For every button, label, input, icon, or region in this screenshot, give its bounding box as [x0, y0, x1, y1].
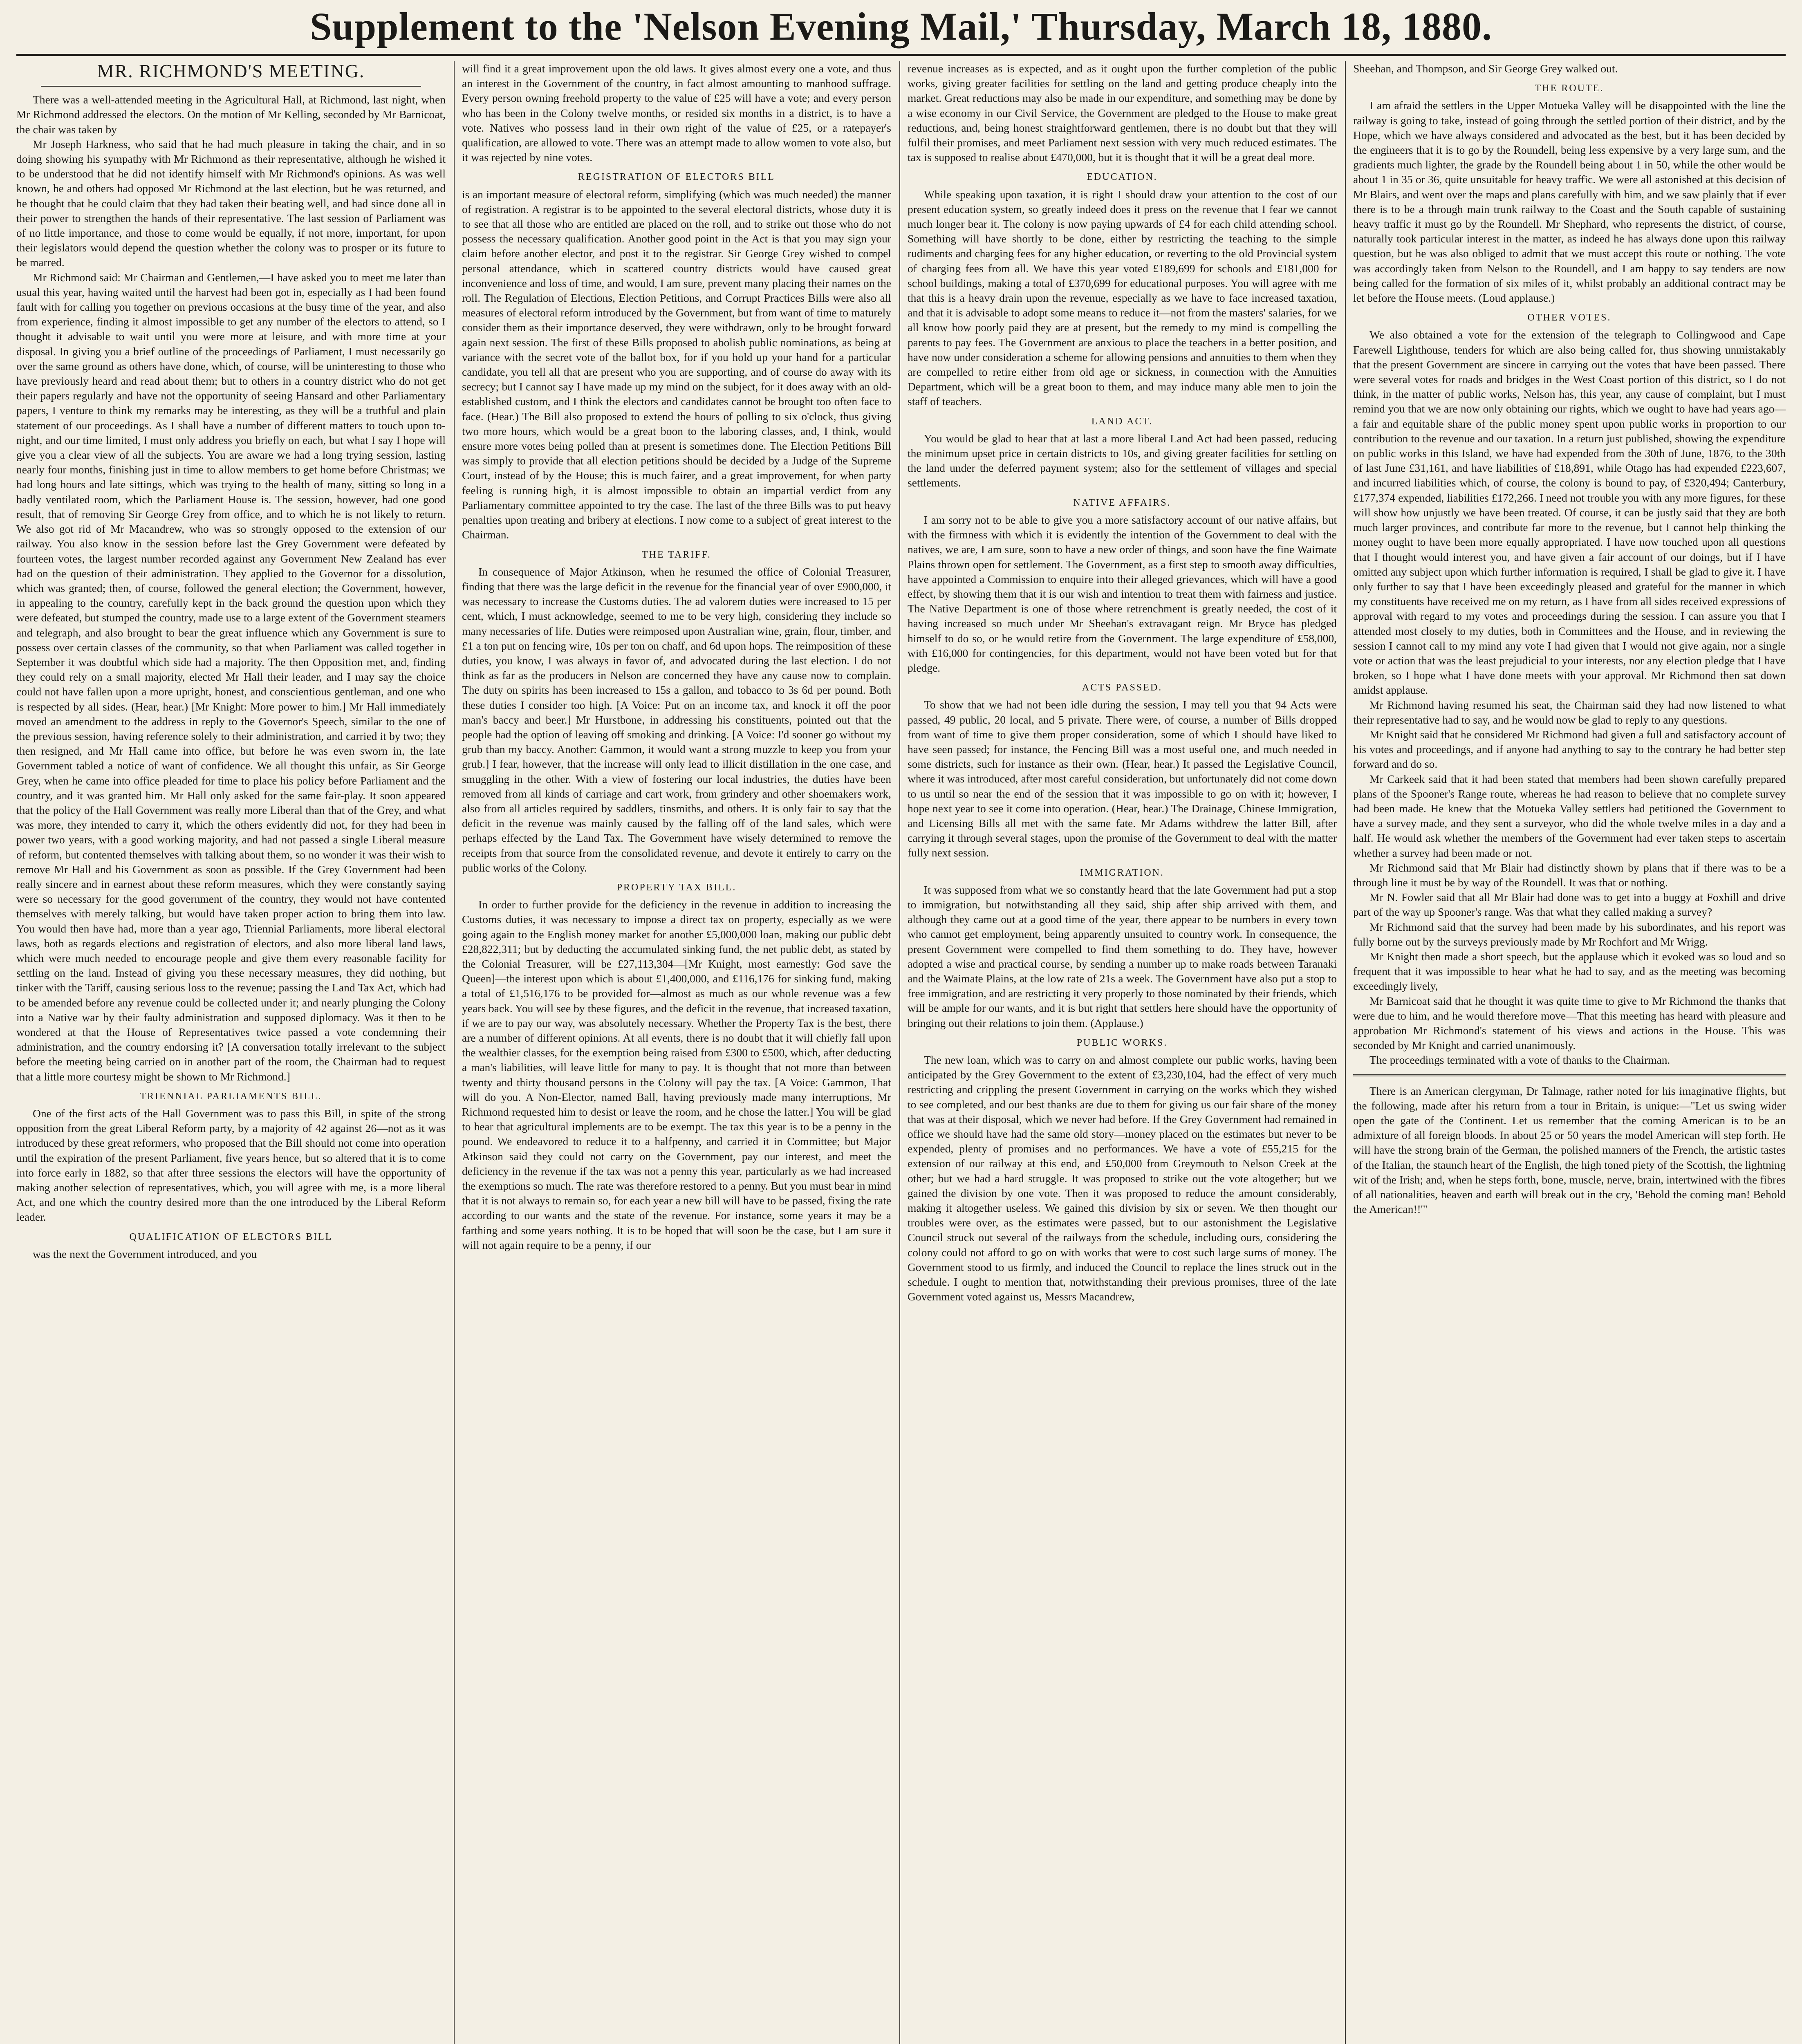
- article-paragraph: will find it a great improvement upon the old laws. It gives almost every one a vote, and thus an interest in the Government of the country, in fact almost amounting to manhood suffrage. Every person owning freehold property to the value of £25 will have a vote; and every person who has been in the Colony twelve months, or resided six months in a district, is to have a vote. Natives who possess land in their own right of the value of £25, or a ratepayer's qualification, are allowed to vote. There was an attempt made to allow women to vote also, but it was rejected by nine votes.: [462, 62, 891, 164]
- article-paragraph: Mr Richmond said that Mr Blair had distinctly shown by plans that if there was to be a through line it must be by way of the Roundell. It was that or nothing.: [1353, 861, 1786, 889]
- filler-paragraph: There is an American clergyman, Dr Talmage, rather noted for his imaginative flights, but the following, made after his return from a tour in Britain, is unique:—"Let us swing wider open the gate of the Continent. Let us remember that the coming American is to be an admixture of all foreign bloods. In about 25 or 50 years the model American will step forth. He will have the strong brain of the German, the polished manners of the French, the artistic tastes of the Italian, the staunch heart of the English, the high toned piety of the Scottish, the lightning wit of the Irish; and, when he steps forth, bone, muscle, nerve, brain, intertwined with the fibres of all nationalities, heaven and earth will break out in the cry, 'Behold the coming man! Behold the American!!'": [1353, 1084, 1786, 1216]
- section-heading-route: THE ROUTE.: [1535, 83, 1604, 94]
- article-paragraph: Mr Richmond having resumed his seat, the Chairman said they had now listened to what their representative had to say, and he would now be glad to reply to any questions.: [1353, 698, 1786, 726]
- article-paragraph: The new loan, which was to carry on and almost complete our public works, having been anticipated by the Grey Government to the extent of £3,230,104, had the effect of very much restricting and crippling the present Government in carrying on the works which they wished to see completed, and our best thanks are due to them for giving us our fair share of the money that was at their disposal, which we never had before. If the Grey Government had remained in office we should have had the same old story—money placed on the estimates but never to be expended, plenty of promises and no performances. We have a vote of £55,215 for the extension of our railway at this end, and £50,000 from Greymouth to Nelson Creek at the other; but we had a hard struggle. It was proposed to strike out the vote altogether; but we gained the division by one vote. Then it was proposed to reduce the amount considerably, making it altogether useless. We gained this division by six or seven. We then thought our troubles were over, as the estimates were passed, but to our astonishment the Legislative Council struck out several of the railways from the schedule, including ours, considering the colony could not afford to go on with works that were to cost such large sums of money. The Government stood to us firmly, and induced the Council to replace the lines struck out in the schedule. I ought to mention that, notwithstanding their previous promises, three of the late Government voted against us, Messrs Macandrew,: [908, 1053, 1337, 1303]
- article-paragraph: Mr Richmond said that the survey had been made by his subordinates, and his report was fully borne out by the surveys previously made by Mr Rochfort and Mr Wrigg.: [1353, 920, 1786, 948]
- section-heading-registration: REGISTRATION OF ELECTORS BILL: [578, 172, 775, 183]
- column-4: [1353, 61, 1786, 2044]
- section-heading-public-works: PUBLIC WORKS.: [1076, 1037, 1168, 1048]
- article-end-rule: [1353, 1074, 1786, 1076]
- article-paragraph: was the next the Government introduced, and you: [33, 1247, 257, 1260]
- article-paragraph: To show that we had not been idle during the session, I may tell you that 94 Acts were passed, 49 public, 20 local, and 5 private. There were, of course, a number of Bills dropped from want of time to give them proper consideration, some of which I should have liked to have seen passed; for instance, the Fencing Bill was a most useful one, and much needed in some districts, such for instance as their own. (Hear, hear.) It passed the Legislative Council, where it was introduced, after most careful consideration, but unfortunately did not come down to us until so near the end of the session that it was impossible to go on with it; however, I hope next year to see it come into operation. (Hear, hear.) The Drainage, Chinese Immigration, and Licensing Bills all met with the same fate. Mr Adams withdrew the latter Bill, after carrying it through several stages, upon the promise of the Government to deal with the matter fully next session.: [908, 698, 1337, 859]
- masthead: [0, 0, 1802, 52]
- section-heading-triennial: TRIENNIAL PARLIAMENTS BILL.: [140, 1091, 322, 1102]
- article-paragraph: You would be glad to hear that at last a more liberal Land Act had been passed, reducing the minimum upset price in certain districts to 10s, and giving greater facilities for settling on the land under the deferred payment system; also for the settlement of villages and special settlements.: [908, 432, 1337, 489]
- article-title: MR. RICHMOND'S MEETING.: [97, 61, 365, 81]
- article-paragraph: Mr Joseph Harkness, who said that he had much pleasure in taking the chair, and in so doing showing his sympathy with Mr Richmond as their representative, although he wished it to be understood that he did not identify himself with Mr Richmond's opinions. As was well known, he and others had opposed Mr Richmond at the last election, but he was returned, and he thought that he could claim that they had taken their beating well, and had since done all in their power to strengthen the hands of their representative. The last session of Parliament was of no little importance, and those to come would be equally, if not more, important, for upon their legislators would depend the question whether the colony was to prosper or its future to be marred.: [16, 137, 446, 269]
- article-paragraph: In consequence of Major Atkinson, when he resumed the office of Colonial Treasurer, finding that there was the large deficit in the revenue for the financial year of over £900,000, it was necessary to increase the Customs duties. The ad valorem duties were increased to 15 per cent, which, I must acknowledge, seemed to me to be very high, considering they include so many necessaries of life. Duties were reimposed upon Australian wine, grain, flour, timber, and £1 a ton put on fencing wire, 10s per ton on chaff, and 6d upon hops. The reimposition of these duties, you know, I was always in favor of, and advocated during the last election. I do not think as far as the producers in Nelson are concerned they have any cause now to complain. The duty on spirits has been increased to 15s a gallon, and tobacco to 3s 6d per pound. Both these duties I consider too high. [A Voice: Put on an income tax, and knock it off the poor man's baccy and beer.] Mr Hurstbone, in addressing his constituents, pointed out that the people had the option of leaving off smoking and drinking. [A Voice: I'd sooner go without my grub than my baccy. Another: Gammon, it would want a strong muzzle to keep you from your grub.] I fear, however, that the increase will only lead to illicit distillation in the one case, and smuggling in the other. With a view of fostering our local industries, the duties have been removed from all kinds of carriage and cart work, from grindery and other shoemakers work, also from all articles required by saddlers, tinsmiths, and others. It is only fair to say that the deficit in the revenue was mainly caused by the falling off of the land sales, which were perhaps effected by the Land Tax. The Government have wisely determined to remove the receipts from that source from the consolidated revenue, and devote it entirely to carry on the public works of the Colony.: [462, 565, 891, 874]
- article-paragraph: One of the first acts of the Hall Government was to pass this Bill, in spite of the strong opposition from the great Liberal Reform party, by a majority of 42 against 26—not as it was introduced by these great reformers, who proposed that the Bill should not come into operation until the expiration of the present Parliament, five years hence, but so altered that it is to come into force early in 1882, so that after three sessions the electors will have the opportunity of making another selection of representatives, which, you will agree with me, is a more liberal Act, and one which the country desired more than the one introduced by the Liberal Reform leader.: [16, 1107, 446, 1224]
- section-heading-tariff: THE TARIFF.: [641, 549, 712, 560]
- title-rule: [41, 86, 421, 87]
- article-paragraph: There was a well-attended meeting in the Agricultural Hall, at Richmond, last night, when Mr Richmond addressed the electors. On the motion of Mr Kelling, seconded by Mr Barnicoat, the chair was taken by: [16, 93, 446, 136]
- article-paragraph: revenue increases as is expected, and as it ought upon the further completion of the public works, giving greater facilities for settling on the land and getting produce cheaply into the market. Great reductions may also be made in our expenditure, and something may be done by a wise economy in our Civil Service, the Government are pledged to the House to make great reductions, and, being honest straightforward gentlemen, there is no doubt but that they will fulfil their promises, and meet Parliament next session with very much reduced estimates. The tax is supposed to realise about £470,000, but it is thought that it will be a great deal more.: [908, 62, 1337, 164]
- column-divider: [899, 61, 900, 2044]
- section-heading-acts-passed: ACTS PASSED.: [1082, 682, 1163, 693]
- column-1: [16, 61, 446, 2044]
- article-paragraph: It was supposed from what we so constantly heard that the late Government had put a stop to immigration, but notwithstanding all they said, ship after ship arrived with them, and although they came out at a good time of the year, there appear to be numbers in every town who cannot get employment, being apparently unsuited to country work. In consequence, the present Government were compelled to find them something to do. They have, however adopted a wise and practical course, by sending a number up to make roads between Taranaki and the Waimate Plains, at the low rate of 21s a week. The Government have also put a stop to free immigration, and are restricting it very properly to those nominated by their friends, which will be ample for our wants, and it is but right that settlers here should have the opportunity of bringing out their relations to join them. (Applause.): [908, 883, 1337, 1029]
- article-paragraph: Mr Carkeek said that it had been stated that members had been shown carefully prepared plans of the Spooner's Range route, whereas he had reason to believe that no complete survey had been made. He knew that the Motueka Valley settlers had petitioned the Government to have a survey made, and they sent a surveyor, who did the whole twelve miles in a day and a half. He would ask whether the members of the Government had ever taken steps to ascertain whether a survey had been made or not.: [1353, 772, 1786, 859]
- section-heading-other-votes: OTHER VOTES.: [1527, 312, 1611, 323]
- section-heading-education: EDUCATION.: [1087, 172, 1158, 183]
- article-paragraph: We also obtained a vote for the extension of the telegraph to Collingwood and Cape Farewell Lighthouse, tenders for which are also being called for, thus showing unmistakably that the present Government are sincere in carrying out the votes that have been passed. There were several votes for roads and bridges in the West Coast portion of this district, so I do not think, in the matter of public works, Nelson has, this year, any cause of complaint, but I must remind you that we are now only obtaining our rights, which we ought to have had years ago—a fair and equitable share of the public money spent upon public works in proportion to our contribution to the revenue and our taxation. In a return just published, showing the expenditure on public works in this Island, we have had expended from the 30th of June, 1876, to the 30th of last June £31,161, and have liabilities of £18,891, while Otago has had expended £223,607, and incurred liabilities which, of course, the colony is bound to pay, of £320,494; Canterbury, £177,374 expended, liabilities £172,266. I need not trouble you with any more figures, for these will show how unjustly we have been treated. Of course, it can be justly said that they are both much larger provinces, and contribute far more to the revenue, but I cannot help thinking the money ought to have been more equally appropriated. I have now touched upon all questions that I thought would interest you, and have given a fair account of our doings, but if I have omitted any subject upon which further information is required, I shall be glad to give it. I have only further to say that I have been exceedingly pleased and grateful for the manner in which my constituents have received me on my return, as I have from all sides received expressions of approval with regard to my votes and proceedings during the session. I can assure you that I attended most closely to my duties, both in Committees and the House, and in reviewing the session I cannot call to my mind any vote I had given that I would not give again, nor a single vote or action that was the least prejudicial to your interests, nor any election pledge that I have broken, so I hope what I have done meets with your approval. Mr Richmond then sat down amidst applause.: [1353, 328, 1786, 697]
- article-paragraph: Mr Richmond said: Mr Chairman and Gentlemen,—I have asked you to meet me later than usual this year, having waited until the harvest had been got in, especially as I had been found fault with for calling you together on previous occasions at the busy time of the year, and also from experience, finding it almost impossible to get any number of the electors to attend, so I thought it advisable to wait until you were more at leisure, and with more time at your disposal. In giving you a brief outline of the proceedings of Parliament, I must necessarily go over the same ground as others have done, which, of course, will be uninteresting to those who have previously heard and read about them; but to others in a country district who do not get their papers regularly and have not the opportunity of seeing Hansard and other Parliamentary papers, I venture to think my remarks may be interesting, as they will be a truthful and plain statement of our proceedings. As I shall have a number of different matters to touch upon to-night, and our time limited, I must only address you briefly on each, but what I say I hope will give you a clear view of all the subjects. You are aware we had a long trying session, lasting nearly four months, finishing just in time to allow members to get home before Christmas; we had long hours and late sittings, which was trying to the health of many, sitting so long in a badly ventilated room, which the Parliament House is. The session, however, had one good result, that of removing Sir George Grey from office, and to which he is not likely to return. We also got rid of Mr Macandrew, who was so strongly opposed to the extension of our railway. You also know in the session before last the Grey Government were defeated by fourteen votes, the largest number recorded against any Government New Zealand has ever had on the question of their administration. They applied to the Governor for a dissolution, which was granted; then, of course, followed the general election; the Government, however, in appealing to the country, carefully kept in the back ground the question upon which they were defeated, but stumped the country, made use to a large extent of the Government steamers and telegraph, and also brought to bear the great influence which any Government is sure to possess over certain classes of the community, so that when Parliament was called together in September it was doubtful which side had a majority. The then Opposition met, and, finding they could rely on a small majority, elected Mr Hall their leader, and I may say the choice could not have fallen upon a more upright, honest, and conscientious gentleman, and one who is respected by all sides. (Hear, hear.) [Mr Knight: More power to him.] Mr Hall immediately moved an amendment to the address in reply to the Governor's Speech, similar to the one of the previous session, having reference solely to their administration, and carried it by two; they then resigned, and Mr Hall came into office, but before he was even sworn in, the late Government tabled a notice of want of confidence. We all thought this unfair, as Sir George Grey, when he came into office pleaded for time to place his policy before Parliament and the country, and it was granted him. Mr Hall only asked for the same fair-play. It soon appeared that the policy of the Hall Government was really more Liberal than that of the Grey, and what was more, they intended to carry it, which the others evidently did not, for they had been in power two years, with a good working majority, and had not passed a single Liberal measure of reform, but contented themselves with talking about them, so no wonder it was their wish to remove Mr Hall and his Government as soon as possible. If the Grey Government had been really sincere and in earnest about these reform measures, which they were constantly saying were so necessary for the good government of the country, they would not have contented themselves with merely talking, but would have taken proper action to bring them into law. You would then have had, more than a year ago, Triennial Parliaments, more liberal electoral laws, both as regards elections and registration of electors, and also more liberal land laws, which were much needed to encourage people and give them every reasonable facility for settling on the land. Instead of giving you these necessary measures, they did nothing, but tinker with the Tariff, causing serious loss to the revenue; passing the Land Tax Act, which had to be amended before any revenue could be collected under it; and nearly plunging the Colony into a Native war by their faulty administration and supposed diplomacy. Was it then to be wondered at that the House of Representatives twice passed a vote condemning their administration, and the country endorsing it? [A conversation totally irrelevant to the subject before the meeting being carried on in another part of the room, the Chairman had to request that a little more courtesy might be shown to Mr Richmond.]: [16, 271, 446, 1083]
- article-paragraph: The proceedings terminated with a vote of thanks to the Chairman.: [1369, 1053, 1670, 1067]
- column-divider: [454, 61, 455, 2044]
- article-paragraph: Mr Knight said that he considered Mr Richmond had given a full and satisfactory account of his votes and proceedings, and if anyone had anything to say to the contrary he had better step forward and do so.: [1353, 728, 1786, 771]
- article-paragraph: Mr Barnicoat said that he thought it was quite time to give to Mr Richmond the thanks that were due to him, and he would therefore move—That this meeting has heard with pleasure and approbation Mr Richmond's statement of his views and actions in the House. This was seconded by Mr Knight and carried unanimously.: [1353, 994, 1786, 1052]
- section-heading-property-tax: PROPERTY TAX BILL.: [616, 882, 737, 893]
- article-paragraph: Sheehan, and Thompson, and Sir George Grey walked out.: [1353, 62, 1618, 75]
- section-heading-immigration: IMMIGRATION.: [1080, 867, 1164, 878]
- section-heading-native-affairs: NATIVE AFFAIRS.: [1073, 497, 1171, 508]
- column-3: [908, 61, 1337, 2044]
- article-paragraph: While speaking upon taxation, it is right I should draw your attention to the cost of our present education system, so greatly indeed does it press on the revenue that I fear we cannot much longer bear it. The colony is now paying upwards of £4 for each child attending school. Something will have shortly to be done, either by restricting the teaching to the simple rudiments and charging fees for any higher education, or reverting to the old Provincial system of charging fees from all. We have this year voted £189,699 for schools and £181,000 for school buildings, making a total of £370,699 for educational purposes. You will agree with me that this is a heavy drain upon the revenue, especially as we have to face increased taxation, and that it is advisable to adopt some means to reduce it—not from the masters' salaries, for we all know how poorly paid they are at present, but the remedy to my mind is compelling the parents to pay fees. The Government are anxious to place the teachers in a better position, and have now under consideration a scheme for allowing pensions and annuities to them when they are compelled to retire either from old age or sickness, in connection with the Annuities Department, which will be a great boon to them, and may induce many able men to join the staff of teachers.: [908, 188, 1337, 408]
- section-heading-qualification: QUALIFICATION OF ELECTORS BILL: [129, 1231, 333, 1242]
- article-paragraph: I am afraid the settlers in the Upper Motueka Valley will be disappointed with the line the railway is going to take, instead of going through the settled portion of their district, and by the Hope, which we have always considered and advocated as the best, but it has been decided by the engineers that it is to go by the Roundell, being less expensive by a very large sum, and the gradients much lighter, the grade by the Roundell being about 1 in 50, while the other would be about 1 in 35 or 36, quite unsuitable for heavy traffic. We were all astonished at this decision of Mr Blairs, and went over the maps and plans carefully with him, and we saw plainly that if ever there is to be a through main trunk railway to the Coast and the South capable of sustaining heavy traffic it must go by the Roundell. Mr Shephard, who represents the district, of course, naturally took particular interest in the matter, as indeed he has always done upon this railway question, but he was also obliged to admit that we must accept this route or nothing. The vote was accordingly taken from Nelson to the Roundell, and I am happy to say tenders are now being called for the formation of six miles of it, whilst probably an additional contract may be let before the House meets. (Loud applause.): [1353, 99, 1786, 305]
- column-2: [462, 61, 891, 2044]
- article-paragraph: is an important measure of electoral reform, simplifying (which was much needed) the manner of registration. A registrar is to be appointed to the several electoral districts, whose duty it is to see that all those who are entitled are placed on the roll, and to strike out those who do not possess the necessary qualification. Another good point in the Act is that you may sign your claim before another elector, and post it to the registrar. Sir George Grey wished to compel personal attendance, which in scattered country districts would have caused great inconvenience and loss of time, and would, I am sure, prevent many placing their names on the roll. The Regulation of Elections, Election Petitions, and Corrupt Practices Bills were also all measures of electoral reform introduced by the Government, but from want of time to maturely consider them as their importance deserved, they were withdrawn, only to be brought forward again next session. The first of these Bills proposed to abolish public nominations, as being at variance with the secret vote of the ballot box, for if you hold up your hand for a particular candidate, you tell all that are present who you are supporting, and of course do away with its secrecy; but I cannot say I have made up my mind on the subject, for it does away with an old-established custom, and I think the electors and candidates cannot be brought too often face to face. (Hear.) The Bill also proposed to extend the hours of polling to six o'clock, thus giving two more hours, which would be a great boon to the laboring classes, and, I think, would ensure more votes being polled than at present is sometimes done. The Election Petitions Bill was simply to provide that all election petitions should be decided by a Judge of the Supreme Court, instead of by the House; this is much fairer, and a great improvement, for when party feeling is running high, it is almost impossible to obtain an impartial verdict from any Parliamentary committee appointed to try the case. The last of the three Bills was to put heavy penalties upon treating and bribery at elections. I now come to a subject of great interest to the Chairman.: [462, 188, 891, 541]
- article-paragraph: Mr N. Fowler said that all Mr Blair had done was to get into a buggy at Foxhill and drive part of the way up Spooner's range. Was that what they called making a survey?: [1353, 891, 1786, 919]
- article-paragraph: I am sorry not to be able to give you a more satisfactory account of our native affairs, but with the firmness with which it is evidently the intention of the Government to deal with the natives, we are, I am sure, soon to have a new order of things, and soon have the fine Waimate Plains thrown open for settlement. The Government, as a first step to smooth away difficulties, have appointed a Commission to enquire into their alleged grievances, which will have a good effect, by showing them that it is our wish and intention to treat them with fairness and justice. The Native Department is one of those where retrenchment is greatly needed, the cost of it having increased so much under Mr Sheehan's extravagant reign. Mr Bryce has pledged himself to do so, or he would retire from the Government. The large expenditure of £58,000, with £16,000 for contingencies, for this department, would not have been voted but for that pledge.: [908, 513, 1337, 674]
- article-paragraph: Mr Knight then made a short speech, but the applause which it evoked was so loud and so frequent that it was impossible to hear what he had to say, and as the meeting was becoming exceedingly lively,: [1353, 950, 1786, 993]
- article-paragraph: In order to further provide for the deficiency in the revenue in addition to increasing the Customs duties, it was necessary to impose a direct tax on property, especially as we were going again to the English money market for another £5,000,000 loan, making our public debt £28,822,311; but by deducting the accumulated sinking fund, the net public debt, as stated by the Colonial Treasurer, will be £27,113,304—[Mr Knight, most earnestly: God save the Queen]—the interest upon which is about £1,400,000, and £116,176 for sinking fund, making a total of £1,516,176 to be provided for—almost as much as our whole revenue was a few years back. You will see by these figures, and the deficit in the revenue, that increased taxation, if we are to pay our way, was absolutely necessary. Whether the Property Tax is the best, there are a number of different opinions. At all events, there is no doubt that it will chiefly fall upon the wealthier classes, for the exemption being raised from £300 to £500, which, after deducting a man's liabilities, will leave little for many to pay. It is thought that not more than between twenty and thirty thousand persons in the Colony will pay the tax. [A Voice: Gammon, That will do you. A Non-Elector, named Ball, having previously made many interruptions, Mr Richmond requested him to desist or leave the room, and he chose the latter.] You will be glad to hear that agricultural implements are to be exempt. The tax this year is to be a penny in the pound. We endeavored to reduce it to a halfpenny, and carried it in Committee; but Major Atkinson said they could not carry on the Government, pay our interest, and meet the deficiency in the revenue if the tax was not a penny this year, particularly as we had increased the exemptions so much. The rate was therefore restored to a penny. But you must bear in mind that it is not always to remain so, for each year a new bill will have to be passed, fixing the rate according to our wants and the state of the revenue. For instance, some years it may be a farthing and some years nothing. It is to be hoped that will soon be the case, but I am sure it will not again require to be a penny, if our: [462, 898, 891, 1251]
- section-heading-land-act: LAND ACT.: [1091, 416, 1153, 427]
- masthead-rule: [16, 54, 1786, 56]
- masthead-title: Supplement to the 'Nelson Evening Mail,' Thursday, March 18, 1880.: [309, 4, 1493, 48]
- column-divider: [1345, 61, 1346, 2044]
